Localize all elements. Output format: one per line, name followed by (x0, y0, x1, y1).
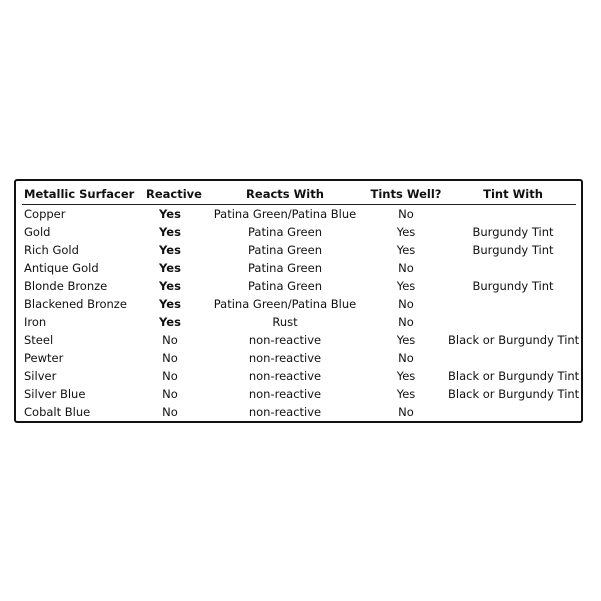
cell-reactive: Yes (159, 207, 181, 221)
header-reactive: Reactive (146, 187, 202, 201)
cell-surfacer: Antique Gold (24, 261, 99, 275)
cell-surfacer: Gold (24, 225, 51, 239)
cell-tints-well: No (398, 297, 414, 311)
table-row (16, 260, 581, 278)
cell-tint-with: Black or Burgundy Tint (448, 369, 580, 383)
cell-tints-well: Yes (396, 333, 416, 347)
header-tint-with: Tint With (483, 187, 543, 201)
cell-reacts-with: Patina Green (248, 243, 322, 257)
cell-reacts-with: Patina Green/Patina Blue (213, 297, 357, 311)
cell-reactive: No (162, 333, 178, 347)
cell-tint-with: Burgundy Tint (472, 243, 554, 257)
cell-surfacer: Blackened Bronze (24, 297, 127, 311)
cell-tints-well: Yes (396, 225, 416, 239)
cell-reacts-with: non-reactive (248, 405, 322, 419)
table-row (16, 404, 581, 422)
cell-reacts-with: Patina Green (248, 261, 322, 275)
cell-reactive: Yes (159, 225, 181, 239)
cell-reacts-with: Rust (272, 315, 298, 329)
cell-reactive: No (162, 405, 178, 419)
cell-tint-with: Burgundy Tint (472, 279, 554, 293)
cell-surfacer: Silver Blue (24, 387, 86, 401)
cell-reacts-with: non-reactive (248, 387, 322, 401)
cell-surfacer: Blonde Bronze (24, 279, 108, 293)
cell-reactive: Yes (159, 315, 181, 329)
cell-surfacer: Steel (24, 333, 54, 347)
cell-reacts-with: Patina Green (248, 225, 322, 239)
table-row (16, 368, 581, 386)
table-row (16, 386, 581, 404)
table-row (16, 278, 581, 296)
cell-tints-well: Yes (396, 387, 416, 401)
header-reacts-with: Reacts With (246, 187, 324, 201)
table-row (16, 314, 581, 332)
cell-reactive: Yes (159, 243, 181, 257)
table-row (16, 350, 581, 368)
cell-reactive: No (162, 369, 178, 383)
metallic-surfacer-table (14, 179, 583, 423)
cell-reacts-with: Patina Green/Patina Blue (213, 207, 357, 221)
cell-reactive: Yes (159, 261, 181, 275)
cell-surfacer: Rich Gold (24, 243, 79, 257)
cell-surfacer: Iron (24, 315, 47, 329)
cell-tints-well: Yes (396, 369, 416, 383)
cell-reactive: Yes (159, 297, 181, 311)
cell-surfacer: Pewter (24, 351, 64, 365)
cell-reacts-with: non-reactive (248, 351, 322, 365)
cell-surfacer: Copper (24, 207, 66, 221)
table-row (16, 224, 581, 242)
header-metallic-surfacer: Metallic Surfacer (24, 187, 135, 201)
table-row (16, 206, 581, 224)
cell-tints-well: No (398, 261, 414, 275)
table-row (16, 296, 581, 314)
cell-tints-well: Yes (396, 243, 416, 257)
table-row (16, 242, 581, 260)
cell-reacts-with: non-reactive (248, 333, 322, 347)
cell-reacts-with: Patina Green (248, 279, 322, 293)
cell-tint-with: Burgundy Tint (472, 225, 554, 239)
cell-surfacer: Cobalt Blue (24, 405, 91, 419)
cell-tints-well: Yes (396, 279, 416, 293)
cell-reacts-with: non-reactive (248, 369, 322, 383)
cell-tints-well: No (398, 207, 414, 221)
table-header-row (16, 186, 581, 202)
cell-tints-well: No (398, 351, 414, 365)
cell-reactive: Yes (159, 279, 181, 293)
cell-reactive: No (162, 351, 178, 365)
cell-tints-well: No (398, 405, 414, 419)
table-row (16, 332, 581, 350)
header-tints-well: Tints Well? (370, 187, 442, 201)
cell-reactive: No (162, 387, 178, 401)
table-body (16, 206, 581, 422)
cell-tints-well: No (398, 315, 414, 329)
cell-tint-with: Black or Burgundy Tint (448, 333, 580, 347)
cell-surfacer: Silver (24, 369, 57, 383)
cell-tint-with: Black or Burgundy Tint (448, 387, 580, 401)
header-divider (22, 204, 576, 205)
